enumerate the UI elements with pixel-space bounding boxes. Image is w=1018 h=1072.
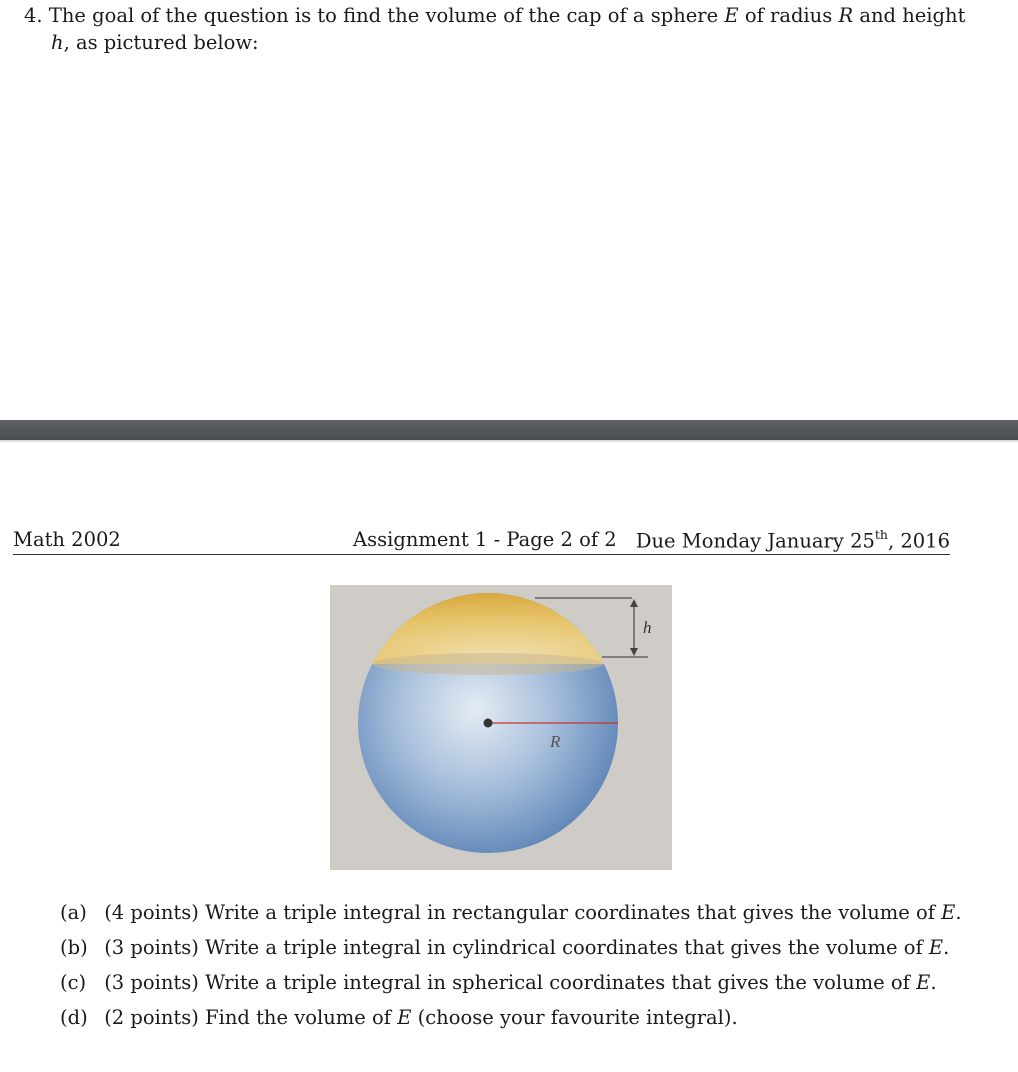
center-point: [484, 719, 493, 728]
part-c: (c) (3 points) Write a triple integral in spherical coordinates that gives the volume of E.: [60, 971, 937, 994]
question-parts: [60, 895, 960, 1035]
course-name: Math 2002: [13, 528, 121, 551]
due-date: Due Monday January 25th, 2016: [635, 527, 950, 553]
question-line-2: h, as pictured below:: [51, 31, 259, 54]
part-a: (a) (4 points) Write a triple integral in rectangular coordinates that gives the volume of E.: [60, 901, 962, 924]
label-h: h: [643, 618, 652, 637]
question-line-1: 4. The goal of the question is to find the volume of the cap of a sphere E of radius R and height: [24, 4, 966, 27]
question-number: 4.: [24, 4, 43, 27]
page-divider: [0, 420, 1018, 440]
page-divider-shadow: [0, 440, 1018, 443]
part-d: (d) (2 points) Find the volume of E (choose your favourite integral).: [60, 1006, 738, 1029]
sphere-cap-figure: [330, 585, 672, 870]
question-text: [24, 2, 984, 56]
page-info: Assignment 1 - Page 2 of 2: [353, 528, 617, 551]
cap-base-ellipse: [373, 653, 603, 675]
label-R: R: [550, 732, 561, 751]
page-header: [13, 526, 950, 555]
part-b: (b) (3 points) Write a triple integral in cylindrical coordinates that gives the volume of E.: [60, 936, 950, 959]
